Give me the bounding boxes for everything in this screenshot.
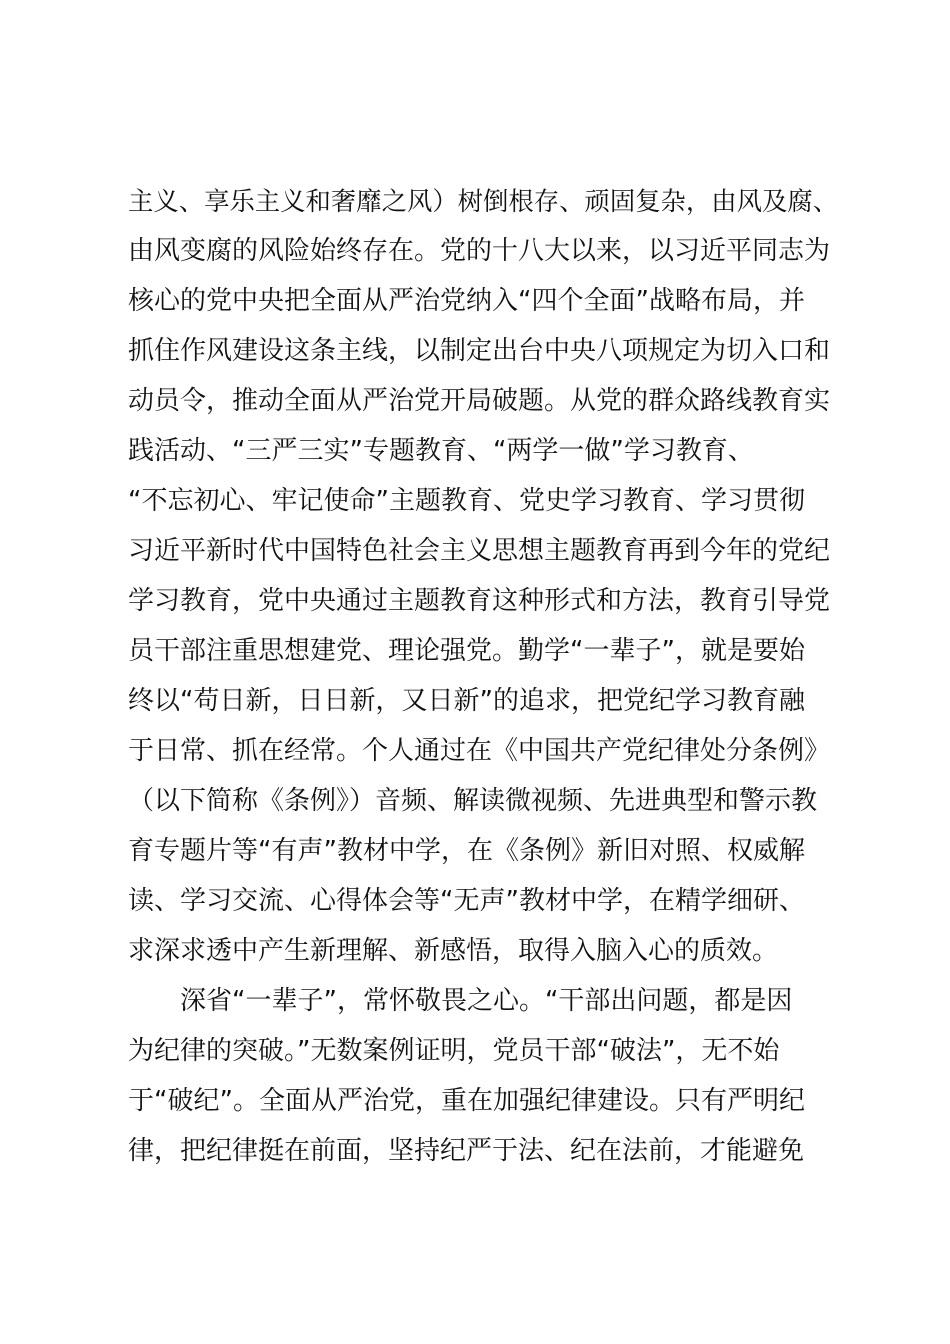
- text-line: “不忘初心、牢记使命”主题教育、党史学习教育、学习贯彻: [128, 486, 805, 516]
- text-line: 由风变腐的风险始终存在。党的十八大以来，以习近平同志为: [128, 236, 831, 266]
- text-line: （以下简称《条例》）音频、解读微视频、先进典型和警示教: [128, 786, 818, 816]
- text-line: 求深求透中产生新理解、新感悟，取得入脑入心的质效。: [128, 936, 779, 966]
- text-line: 育专题片等“有声”教材中学，在《条例》新旧对照、权威解: [128, 836, 805, 866]
- text-line: 践活动、“三严三实”专题教育、“两学一做”学习教育、: [128, 436, 754, 466]
- paragraph-start-line: 深省“一辈子”，常怀敬畏之心。“干部出问题，都是因: [180, 986, 793, 1016]
- text-line: 习近平新时代中国特色社会主义思想主题教育再到今年的党纪: [128, 536, 831, 566]
- text-line: 员干部注重思想建党、理论强党。勤学“一辈子”，就是要始: [128, 636, 805, 666]
- text-line: 于日常、抓在经常。个人通过在《中国共产党纪律处分条例》: [128, 736, 831, 766]
- text-line: 动员令，推动全面从严治党开局破题。从党的群众路线教育实: [128, 386, 831, 416]
- text-line: 核心的党中央把全面从严治党纳入“四个全面”战略布局，并: [128, 286, 805, 316]
- text-line: 为纪律的突破。”无数案例证明，党员干部“破法”，无不始: [128, 1036, 780, 1066]
- text-line: 终以“苟日新，日日新，又日新”的追求，把党纪学习教育融: [128, 686, 805, 716]
- text-line: 抓住作风建设这条主线，以制定出台中央八项规定为切入口和: [128, 336, 831, 366]
- text-line: 读、学习交流、心得体会等“无声”教材中学，在精学细研、: [128, 886, 805, 916]
- text-line: 学习教育，党中央通过主题教育这种形式和方法，教育引导党: [128, 586, 831, 616]
- body-text: [128, 176, 838, 1176]
- text-line: 主义、享乐主义和奢靡之风）树倒根存、顽固复杂，由风及腐、: [128, 186, 839, 216]
- text-line: 于“破纪”。全面从严治党，重在加强纪律建设。只有严明纪: [128, 1086, 805, 1116]
- text-line: 律，把纪律挺在前面，坚持纪严于法、纪在法前，才能避免: [128, 1136, 805, 1166]
